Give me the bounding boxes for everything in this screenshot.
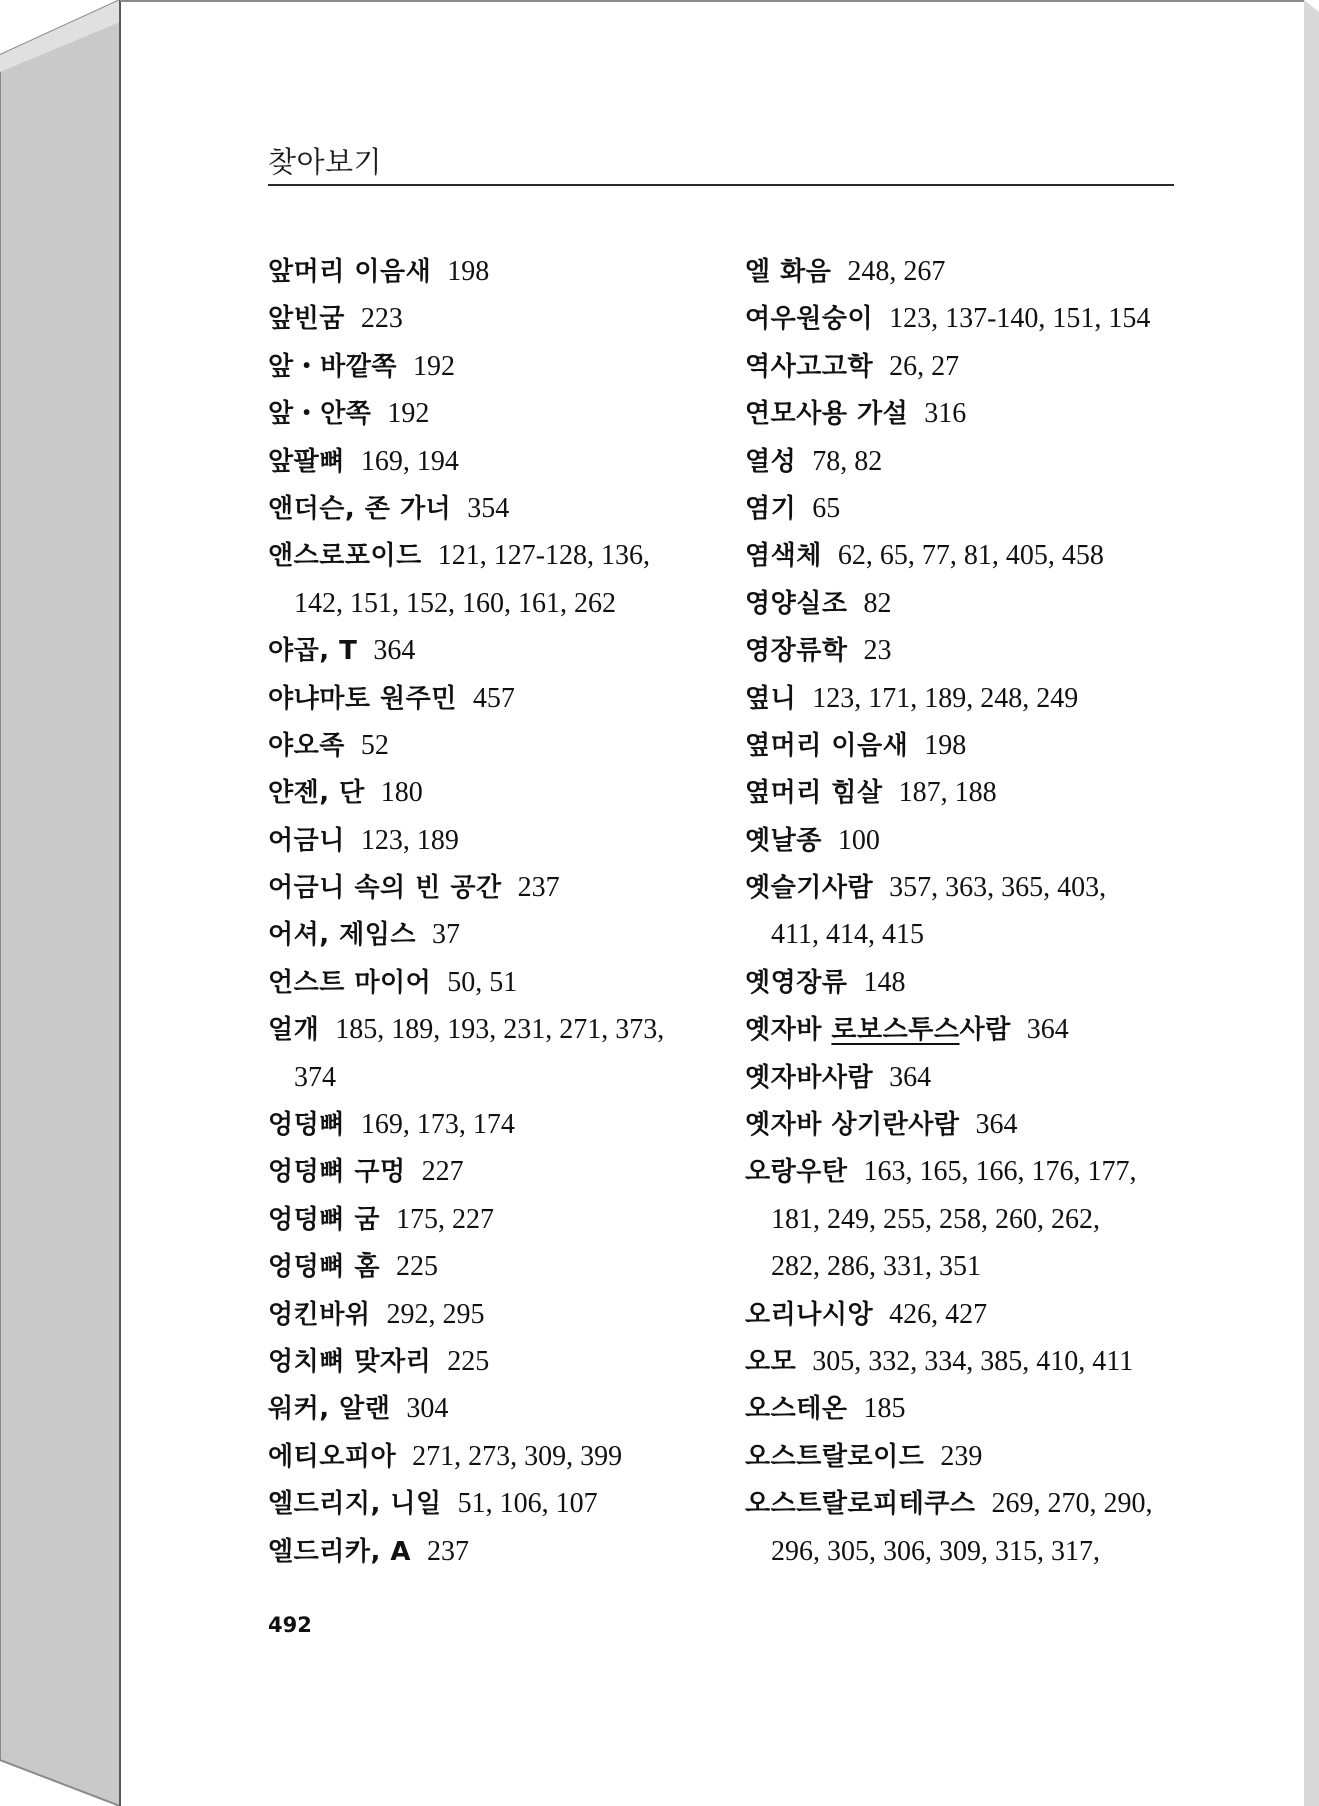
index-entry [268, 248, 708, 295]
index-entry-continuation [745, 1243, 1185, 1290]
index-entry-pages: 50, 51 [447, 966, 518, 998]
index-entry [268, 1385, 708, 1432]
index-entry [745, 1054, 1185, 1101]
index-entry-pages: 225 [396, 1251, 439, 1283]
index-entry [268, 1148, 708, 1195]
index-entry-pages: 185 [863, 1393, 906, 1425]
index-entry-term: 엘드리지, 니일 [268, 1489, 442, 1520]
index-entry [268, 959, 708, 1006]
index-entry [745, 1006, 1185, 1053]
index-entry-pages: 237 [517, 872, 560, 904]
index-entry [268, 1338, 708, 1385]
index-entry [268, 532, 708, 579]
index-entry-pages: 82 [863, 587, 892, 619]
index-entry-pages: 198 [924, 729, 967, 761]
index-entry [745, 722, 1185, 769]
index-entry [268, 817, 708, 864]
index-entry-term: 엉킨바위 [268, 1299, 371, 1330]
index-entry-pages: 239 [940, 1440, 983, 1472]
index-entry-term: 엉덩뼈 구멍 [268, 1157, 406, 1188]
index-entry [745, 817, 1185, 864]
index-page [120, 0, 1319, 1806]
index-entry [268, 675, 708, 722]
index-entry [745, 675, 1185, 722]
index-entry-pages: 227 [421, 1156, 464, 1188]
index-entry-pages: 374 [294, 1061, 336, 1093]
index-entry-term: 앞・안쪽 [268, 399, 372, 430]
index-entry-term: 앞팔뼈 [268, 446, 345, 477]
index-entry-term: 엉덩뼈 굼 [268, 1204, 381, 1235]
index-entry-term: 옛자바 로보스투스사람 [745, 1015, 1011, 1046]
index-entry-pages: 62, 65, 77, 81, 405, 458 [837, 540, 1104, 572]
index-entry-term: 야냐마토 원주민 [268, 683, 457, 714]
index-entry [268, 627, 708, 674]
index-entry-term: 어금니 속의 빈 공간 [268, 873, 502, 904]
index-entry [268, 911, 708, 958]
index-entry-continuation [268, 580, 708, 627]
index-entry-term: 옆니 [745, 683, 797, 714]
index-entry-term: 엉치뼈 맞자리 [268, 1346, 432, 1377]
index-entry-pages: 282, 286, 331, 351 [771, 1251, 981, 1283]
index-entry-pages: 316 [924, 398, 967, 430]
index-entry-term: 오스테온 [745, 1394, 848, 1425]
index-entry-term: 연모사용 가설 [745, 399, 909, 430]
index-entry-term: 옆머리 이음새 [745, 730, 909, 761]
index-entry [268, 295, 708, 342]
index-column-right [745, 248, 1185, 1575]
index-entry-term: 옛자바사람 [745, 1062, 874, 1093]
index-entry-term: 어셔, 제임스 [268, 920, 417, 951]
index-entry [268, 1291, 708, 1338]
index-entry-pages: 142, 151, 152, 160, 161, 262 [294, 587, 616, 619]
index-entry-pages: 78, 82 [812, 445, 883, 477]
index-entry-continuation [268, 1054, 708, 1101]
index-entry [745, 532, 1185, 579]
index-entry-pages: 269, 270, 290, [991, 1488, 1153, 1520]
index-entry-pages: 181, 249, 255, 258, 260, 262, [771, 1203, 1100, 1235]
index-entry-pages: 225 [447, 1345, 490, 1377]
index-entry-term: 워커, 알랜 [268, 1394, 391, 1425]
index-entry [745, 1480, 1185, 1527]
index-entry [745, 343, 1185, 390]
index-entry-term: 영장류학 [745, 636, 848, 667]
index-entry-term: 언스트 마이어 [268, 967, 432, 998]
index-entry-continuation [745, 911, 1185, 958]
index-entry-pages: 100 [837, 824, 880, 856]
index-entry [745, 1385, 1185, 1432]
index-entry-pages: 304 [406, 1393, 449, 1425]
index-entry [745, 390, 1185, 437]
index-entry-pages: 169, 173, 174 [360, 1109, 515, 1141]
index-entry [745, 438, 1185, 485]
index-entry [268, 390, 708, 437]
index-entry-pages: 51, 106, 107 [457, 1488, 598, 1520]
header-rule [268, 184, 1174, 186]
index-entry-pages: 163, 165, 166, 176, 177, [863, 1156, 1137, 1188]
index-entry-pages: 123, 189 [360, 824, 459, 856]
index-entry-term: 옛영장류 [745, 967, 848, 998]
index-entry-pages: 305, 332, 334, 385, 410, 411 [812, 1345, 1134, 1377]
index-entry-term: 엉덩뼈 홈 [268, 1252, 381, 1283]
index-entry-term: 앞머리 이음새 [268, 257, 432, 287]
index-entry [745, 1338, 1185, 1385]
index-entry [745, 1148, 1185, 1195]
page-title: 찾아보기 [268, 145, 383, 179]
index-entry-term: 에티오피아 [268, 1441, 397, 1472]
index-entry-pages: 248, 267 [847, 256, 946, 287]
index-column-left [268, 248, 708, 1575]
index-entry [268, 769, 708, 816]
index-entry-pages: 237 [427, 1535, 470, 1567]
index-entry-term: 옛날종 [745, 825, 822, 856]
index-entry [268, 1006, 708, 1053]
index-entry-term: 오스트랄로피테쿠스 [745, 1489, 976, 1520]
index-entry [745, 864, 1185, 911]
index-entry [268, 1243, 708, 1290]
index-entry [268, 722, 708, 769]
index-entry-pages: 411, 414, 415 [771, 919, 924, 951]
index-entry-pages: 123, 137-140, 151, 154 [889, 303, 1151, 335]
index-entry-pages: 357, 363, 365, 403, [889, 872, 1107, 904]
index-entry-pages: 354 [467, 492, 510, 524]
index-entry-pages: 175, 227 [396, 1203, 495, 1235]
index-entry-pages: 37 [432, 919, 461, 951]
index-entry-pages: 121, 127-128, 136, [437, 540, 651, 572]
index-entry-term: 염기 [745, 493, 797, 524]
index-entry-term: 야오족 [268, 730, 345, 761]
underlined-term-part: 로보스투스 [831, 1015, 960, 1046]
index-entry [745, 769, 1185, 816]
index-entry-term: 얼개 [268, 1015, 320, 1046]
index-entry-term: 염색체 [745, 541, 822, 572]
index-entry-pages: 271, 273, 309, 399 [412, 1440, 623, 1472]
index-entry [745, 248, 1185, 295]
index-entry [745, 295, 1185, 342]
index-entry-term: 엉덩뼈 [268, 1110, 345, 1141]
index-entry-pages: 457 [472, 682, 515, 714]
index-entry [745, 959, 1185, 1006]
index-entry [745, 1433, 1185, 1480]
index-entry-term: 앤더슨, 존 가너 [268, 493, 452, 524]
index-entry-pages: 364 [975, 1109, 1018, 1141]
index-entry [745, 1291, 1185, 1338]
index-entry-term: 엘 화음 [745, 257, 832, 287]
index-entry-term: 역사고고학 [745, 351, 874, 382]
index-entry-pages: 26, 27 [889, 350, 960, 382]
index-entry-pages: 123, 171, 189, 248, 249 [812, 682, 1079, 714]
index-entry-pages: 187, 188 [898, 777, 997, 809]
index-entry-pages: 192 [387, 398, 430, 430]
index-entry-pages: 148 [863, 966, 906, 998]
index-entry-term: 여우원숭이 [745, 304, 874, 335]
index-entry-pages: 296, 305, 306, 309, 315, 317, [771, 1535, 1100, 1567]
index-entry-term: 앤스로포이드 [268, 541, 422, 572]
index-entry-pages: 364 [1026, 1014, 1069, 1046]
page-number: 492 [268, 1613, 312, 1637]
index-entry [268, 1101, 708, 1148]
index-entry [745, 627, 1185, 674]
index-entry-pages: 364 [889, 1061, 932, 1093]
index-entry-term: 오리나시앙 [745, 1299, 874, 1330]
index-entry-term: 옛자바 상기란사람 [745, 1110, 960, 1141]
index-entry-pages: 292, 295 [386, 1298, 485, 1330]
index-entry-term: 옛슬기사람 [745, 873, 874, 904]
index-entry [745, 485, 1185, 532]
index-entry-term: 앞빈굼 [268, 304, 345, 335]
index-entry-term: 오모 [745, 1346, 797, 1377]
index-entry [745, 1101, 1185, 1148]
index-entry-continuation [745, 1528, 1185, 1575]
index-entry [268, 864, 708, 911]
index-entry-term: 영양실조 [745, 588, 848, 619]
index-entry [745, 580, 1185, 627]
index-entry-pages: 198 [447, 256, 490, 287]
index-entry-pages: 364 [373, 635, 416, 667]
index-entry-term: 옆머리 힘살 [745, 778, 883, 809]
index-entry-pages: 65 [812, 492, 841, 524]
index-entry [268, 1528, 708, 1575]
index-entry-term: 오스트랄로이드 [745, 1441, 925, 1472]
index-entry-pages: 180 [380, 777, 423, 809]
index-entry-term: 앞・바깥쪽 [268, 351, 397, 382]
index-entry-term: 엘드리카, A [268, 1536, 412, 1567]
index-entry [268, 1196, 708, 1243]
index-entry-pages: 192 [412, 350, 455, 382]
index-entry-continuation [745, 1196, 1185, 1243]
index-entry [268, 1480, 708, 1527]
index-entry-pages: 23 [863, 635, 892, 667]
index-entry-term: 어금니 [268, 825, 345, 856]
index-entry-term: 오랑우탄 [745, 1157, 848, 1188]
index-entry-pages: 52 [360, 729, 389, 761]
index-entry [268, 438, 708, 485]
index-entry [268, 1433, 708, 1480]
index-entry-pages: 185, 189, 193, 231, 271, 373, [335, 1014, 665, 1046]
index-entry-pages: 426, 427 [889, 1298, 988, 1330]
index-entry-term: 야곱, T [268, 636, 358, 667]
index-entry-pages: 169, 194 [360, 445, 459, 477]
index-entry-term: 열성 [745, 446, 797, 477]
index-entry [268, 485, 708, 532]
index-entry [268, 343, 708, 390]
index-entry-term: 얀젠, 단 [268, 778, 365, 809]
index-entry-pages: 223 [360, 303, 403, 335]
